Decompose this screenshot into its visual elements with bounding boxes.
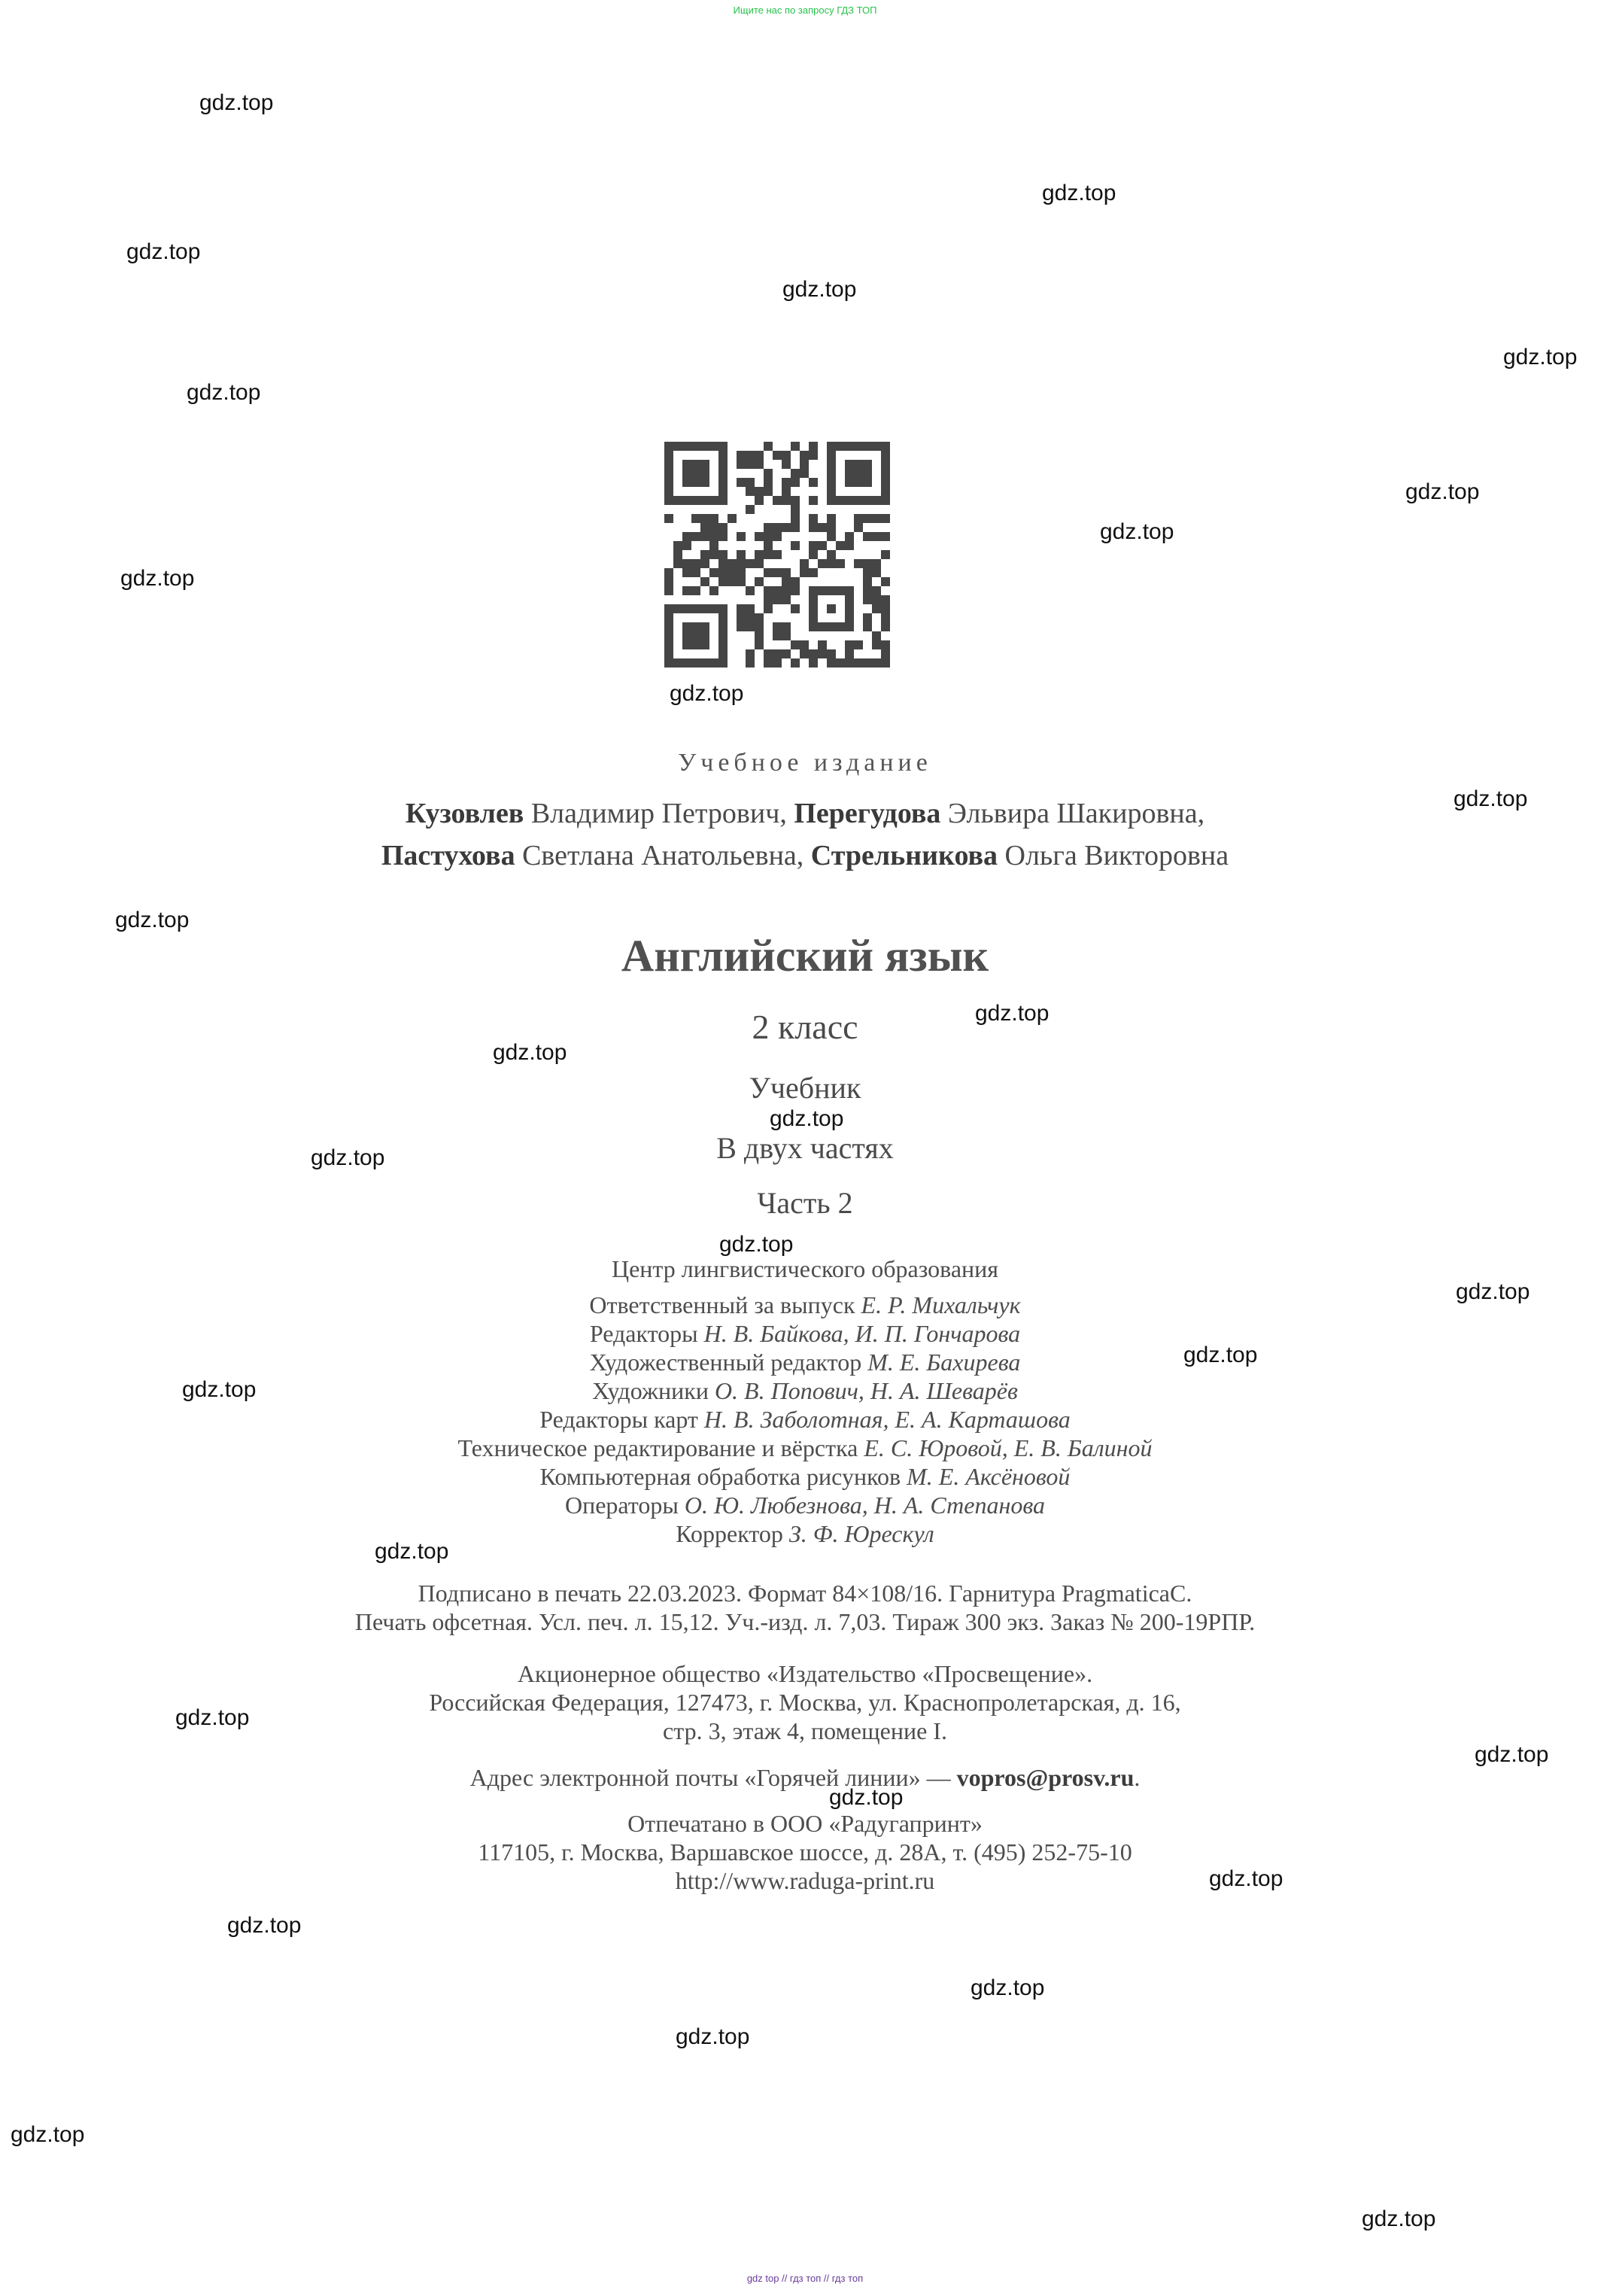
- credit-line: [0, 1376, 1610, 1405]
- parts-note: В двух частях: [716, 1131, 894, 1165]
- book-type: Учебник: [749, 1071, 861, 1105]
- watermark: gdz.top: [782, 277, 857, 302]
- credit-names: О. В. Попович, Н. А. Шеварёв: [714, 1377, 1018, 1404]
- watermark: gdz.top: [1183, 1343, 1258, 1367]
- printer-line: Отпечатано в ООО «Радугапринт»: [627, 1810, 983, 1837]
- author-surname: Стрельникова: [810, 840, 998, 871]
- watermark: gdz.top: [126, 239, 201, 264]
- footer-links[interactable]: gdz top // гдз топ // гдз топ: [746, 2273, 864, 2284]
- credit-line: [0, 1291, 1610, 1319]
- hotline-suffix: .: [1134, 1764, 1141, 1791]
- watermark: gdz.top: [227, 1913, 302, 1938]
- printer-info: [0, 1809, 1610, 1895]
- credit-role: Ответственный за выпуск: [589, 1291, 855, 1318]
- watermark: gdz.top: [770, 1106, 844, 1131]
- hotline-label: Адрес электронной почты «Горячей линии» —: [469, 1764, 951, 1791]
- credit-names: М. Е. Аксёновой: [907, 1463, 1071, 1490]
- print-info: [0, 1579, 1610, 1636]
- credit-role: Техническое редактирование и вёрстка: [457, 1434, 858, 1461]
- publisher-line: Акционерное общество «Издательство «Просвещение».: [517, 1660, 1093, 1687]
- credit-line: [0, 1462, 1610, 1491]
- publisher-info: [0, 1659, 1610, 1745]
- credit-role: Редакторы: [589, 1320, 698, 1347]
- author-name: Эльвира Шакировна,: [947, 798, 1205, 829]
- author-name: Светлана Анатольевна,: [522, 840, 804, 871]
- watermark: gdz.top: [11, 2122, 85, 2147]
- publisher-line: Российская Федерация, 127473, г. Москва, ул. Краснопролетарская, д. 16,: [429, 1689, 1181, 1716]
- watermark: gdz.top: [1456, 1279, 1530, 1304]
- author-name: Владимир Петрович,: [530, 798, 787, 829]
- watermark: gdz.top: [120, 566, 195, 591]
- author-surname: Кузовлев: [405, 798, 524, 829]
- credit-line: [0, 1434, 1610, 1462]
- watermark: gdz.top: [311, 1145, 385, 1170]
- credit-names: Е. С. Юровой, Е. В. Балиной: [864, 1434, 1153, 1461]
- top-banner-link[interactable]: Ищите нас по запросу ГДЗ ТОП: [733, 5, 877, 16]
- watermark: gdz.top: [971, 1975, 1045, 2000]
- print-info-line: Подписано в печать 22.03.2023. Формат 84×108/16. Гарнитура PragmaticaC.: [418, 1580, 1192, 1607]
- publisher-line: стр. 3, этаж 4, помещение I.: [663, 1717, 947, 1744]
- watermark: gdz.top: [1362, 2206, 1436, 2231]
- watermark: gdz.top: [1454, 786, 1528, 811]
- watermark: gdz.top: [375, 1539, 449, 1564]
- credit-role: Художественный редактор: [589, 1349, 862, 1376]
- author-surname: Перегудова: [794, 798, 941, 829]
- credit-names: О. Ю. Любезнова, Н. А. Степанова: [684, 1492, 1046, 1519]
- watermark: gdz.top: [829, 1785, 904, 1810]
- watermark: gdz.top: [975, 1001, 1050, 1026]
- printer-line: 117105, г. Москва, Варшавское шоссе, д. 28А, т. (495) 252-75-10: [478, 1838, 1132, 1866]
- hotline-line: [0, 1763, 1610, 1792]
- credit-role: Операторы: [564, 1492, 679, 1519]
- credit-names: Е. Р. Михальчук: [861, 1291, 1021, 1318]
- watermark: gdz.top: [1475, 1742, 1549, 1767]
- credit-line: [0, 1519, 1610, 1548]
- credit-role: Художники: [592, 1377, 709, 1404]
- author-name: Ольга Викторовна: [1004, 840, 1229, 871]
- credit-names: М. Е. Бахирева: [867, 1349, 1021, 1376]
- qr-code: [664, 442, 890, 668]
- printer-url-link[interactable]: http://www.raduga-print.ru: [675, 1867, 935, 1894]
- credit-names: З. Ф. Юрескул: [788, 1520, 934, 1547]
- author-surname: Пастухова: [381, 840, 515, 871]
- watermark: gdz.top: [670, 681, 744, 706]
- credits-list: [0, 1291, 1610, 1548]
- watermark: gdz.top: [719, 1232, 794, 1257]
- authors-line-2: [0, 835, 1610, 877]
- authors-line-1: [0, 792, 1610, 835]
- authors: [0, 792, 1610, 877]
- credit-line: [0, 1491, 1610, 1519]
- grade: 2 класс: [752, 1008, 858, 1046]
- credit-names: Н. В. Заболотная, Е. А. Карташова: [703, 1406, 1071, 1433]
- watermark: gdz.top: [1209, 1866, 1283, 1891]
- credit-line: [0, 1405, 1610, 1434]
- watermark: gdz.top: [182, 1377, 257, 1402]
- part-number: Часть 2: [757, 1186, 853, 1220]
- hotline-email-link[interactable]: vopros@prosv.ru: [956, 1764, 1135, 1791]
- print-info-line: Печать офсетная. Усл. печ. л. 15,12. Уч.-изд. л. 7,03. Тираж 300 экз. Заказ № 200-19РПР.: [354, 1608, 1256, 1635]
- watermark: gdz.top: [1503, 345, 1578, 369]
- book-title: Английский язык: [621, 931, 989, 981]
- credit-role: Редакторы карт: [539, 1406, 698, 1433]
- watermark: gdz.top: [1100, 519, 1174, 544]
- watermark: gdz.top: [493, 1040, 567, 1065]
- watermark: gdz.top: [175, 1705, 250, 1730]
- credit-role: Компьютерная обработка рисунков: [539, 1463, 901, 1490]
- watermark: gdz.top: [676, 2024, 750, 2049]
- watermark: gdz.top: [115, 908, 190, 932]
- watermark: gdz.top: [1042, 181, 1116, 205]
- credit-role: Корректор: [676, 1520, 783, 1547]
- credit-line: [0, 1348, 1610, 1376]
- watermark: gdz.top: [1405, 479, 1480, 504]
- edition-type: Учебное издание: [678, 749, 932, 777]
- watermark: gdz.top: [199, 90, 274, 115]
- credit-names: Н. В. Байкова, И. П. Гончарова: [703, 1320, 1021, 1347]
- credit-line: [0, 1319, 1610, 1348]
- center-name: Центр лингвистического образования: [611, 1255, 999, 1282]
- watermark: gdz.top: [187, 380, 261, 405]
